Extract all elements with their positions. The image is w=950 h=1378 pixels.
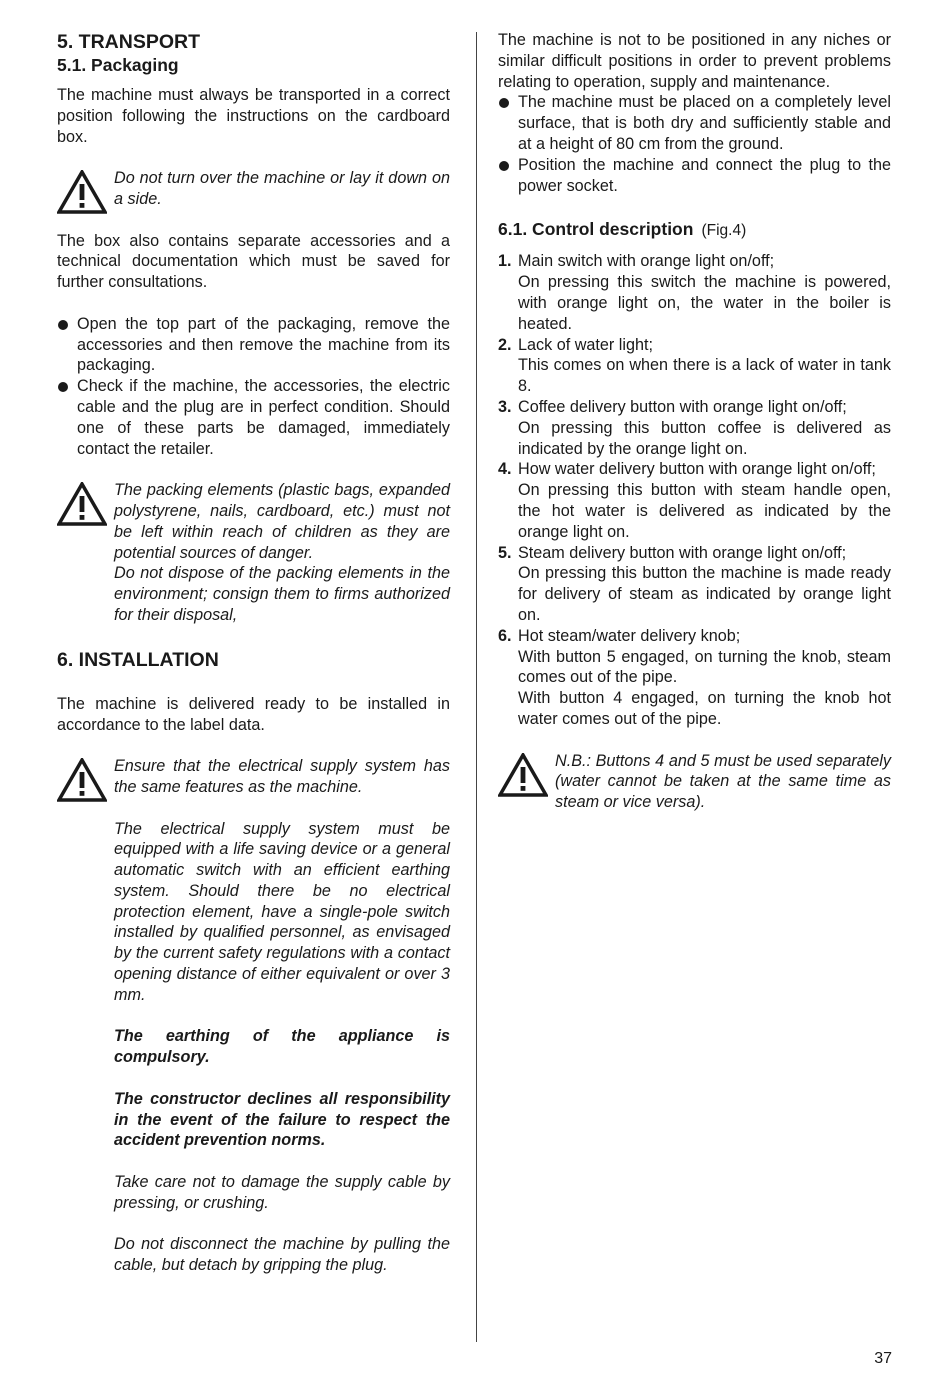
- list-item: Position the machine and connect the plug to the power socket.: [498, 155, 891, 197]
- warning-earthing-text: The earthing of the appliance is compulsory.: [114, 1027, 450, 1067]
- list-item: The machine must be placed on a completely level surface, that is both dry and sufficiently stable and at a height of 80 cm from the ground.: [498, 92, 891, 154]
- installation-heading: 6. INSTALLATION: [57, 648, 219, 671]
- warning-packing-text-1: The packing elements (plastic bags, expanded polystyrene, nails, cardboard, etc.) must not be left within reach of children as they are potential sources of danger.: [114, 481, 450, 562]
- warning-nb-text: N.B.: Buttons 4 and 5 must be used separately (water cannot be taken at the same time as steam or vice versa).: [555, 751, 891, 812]
- warning-triangle-icon: [57, 170, 107, 214]
- list-item: 2. Lack of water light; This comes on when there is a lack of water in tank 8.: [498, 335, 891, 396]
- warning-disconnect-text: Do not disconnect the machine by pulling the cable, but detach by gripping the plug.: [114, 1235, 450, 1275]
- warning-triangle-icon: [57, 482, 107, 526]
- list-item: Check if the machine, the accessories, the electric cable and the plug are in perfect condition. Should one of these parts be damaged, immediately contact the retailer.: [57, 376, 450, 459]
- warning-nb: [498, 751, 891, 813]
- page-number: 37: [874, 1350, 892, 1367]
- control-fig-ref: (Fig.4): [701, 222, 747, 240]
- warning-packing: [57, 480, 450, 626]
- column-divider: [476, 32, 477, 1342]
- list-item: 5. Steam delivery button with orange light on/off; On pressing this button the machine is made ready for delivery of steam as indicated by orange light on.: [498, 543, 891, 624]
- warning-electrical-text-1: Ensure that the electrical supply system has the same features as the machine.: [114, 757, 450, 796]
- warning-turnover-text: Do not turn over the machine or lay it down on a side.: [114, 169, 450, 208]
- warning-triangle-icon: [498, 753, 548, 797]
- warning-electrical: [57, 756, 450, 1276]
- warning-cable-text: Take care not to damage the supply cable by pressing, or crushing.: [114, 1173, 450, 1212]
- packaging-heading: 5.1. Packaging: [57, 55, 179, 75]
- list-item: 3. Coffee delivery button with orange light on/off; On pressing this button coffee is delivered as indicated by the orange light on.: [498, 397, 891, 458]
- warning-packing-text-2: Do not dispose of the packing elements in the environment; consign them to firms authorized for their disposal,: [114, 564, 450, 624]
- box-contents: The box also contains separate accessories and a technical documentation which must be saved for further consultations.: [57, 231, 450, 292]
- packaging-intro: The machine must always be transported in a correct position following the instructions on the cardboard box.: [57, 86, 450, 146]
- warning-responsibility-text: The constructor declines all responsibility in the event of the failure to respect the accident prevention norms.: [114, 1089, 450, 1150]
- control-list: [498, 251, 891, 729]
- control-heading-text: 6.1. Control description: [498, 219, 694, 240]
- left-column: [57, 30, 450, 1276]
- list-item: 6. Hot steam/water delivery knob; With button 5 engaged, on turning the knob, steam comes out of the pipe. With button 4 engaged, on turning the knob hot water comes out of the pipe.: [498, 626, 891, 728]
- warning-turnover: [57, 168, 450, 210]
- installation-intro: The machine is delivered ready to be installed in accordance to the label data.: [57, 694, 450, 734]
- list-item: Open the top part of the packaging, remove the accessories and then remove the machine from its packaging.: [57, 314, 450, 376]
- transport-heading: 5. TRANSPORT: [57, 31, 201, 53]
- right-column: [498, 30, 891, 813]
- list-item: 4. How water delivery button with orange light on/off; On pressing this button with steam handle open, the hot water is delivered as indicated by the orange light on.: [498, 460, 891, 541]
- control-heading: [498, 218, 891, 242]
- warning-electrical-text-2: The electrical supply system must be equipped with a life saving device or a general automatic switch with an efficient earthing system. Should there be no electrical protection element, have a single-pole switch installed by qualified personnel, as envisaged by the current safety regulations with a contact opening distance of either equivalent or over 3 mm.: [114, 819, 450, 1004]
- warning-triangle-icon: [57, 758, 107, 802]
- positioning-bullets: [498, 92, 891, 196]
- list-item: 1. Main switch with orange light on/off; On pressing this switch the machine is powered, with orange light on, the water in the boiler is heated.: [498, 252, 891, 333]
- packaging-bullets: [57, 314, 450, 460]
- positioning-text: The machine is not to be positioned in any niches or similar difficult positions in order to prevent problems relating to operation, supply and maintenance.: [498, 31, 891, 91]
